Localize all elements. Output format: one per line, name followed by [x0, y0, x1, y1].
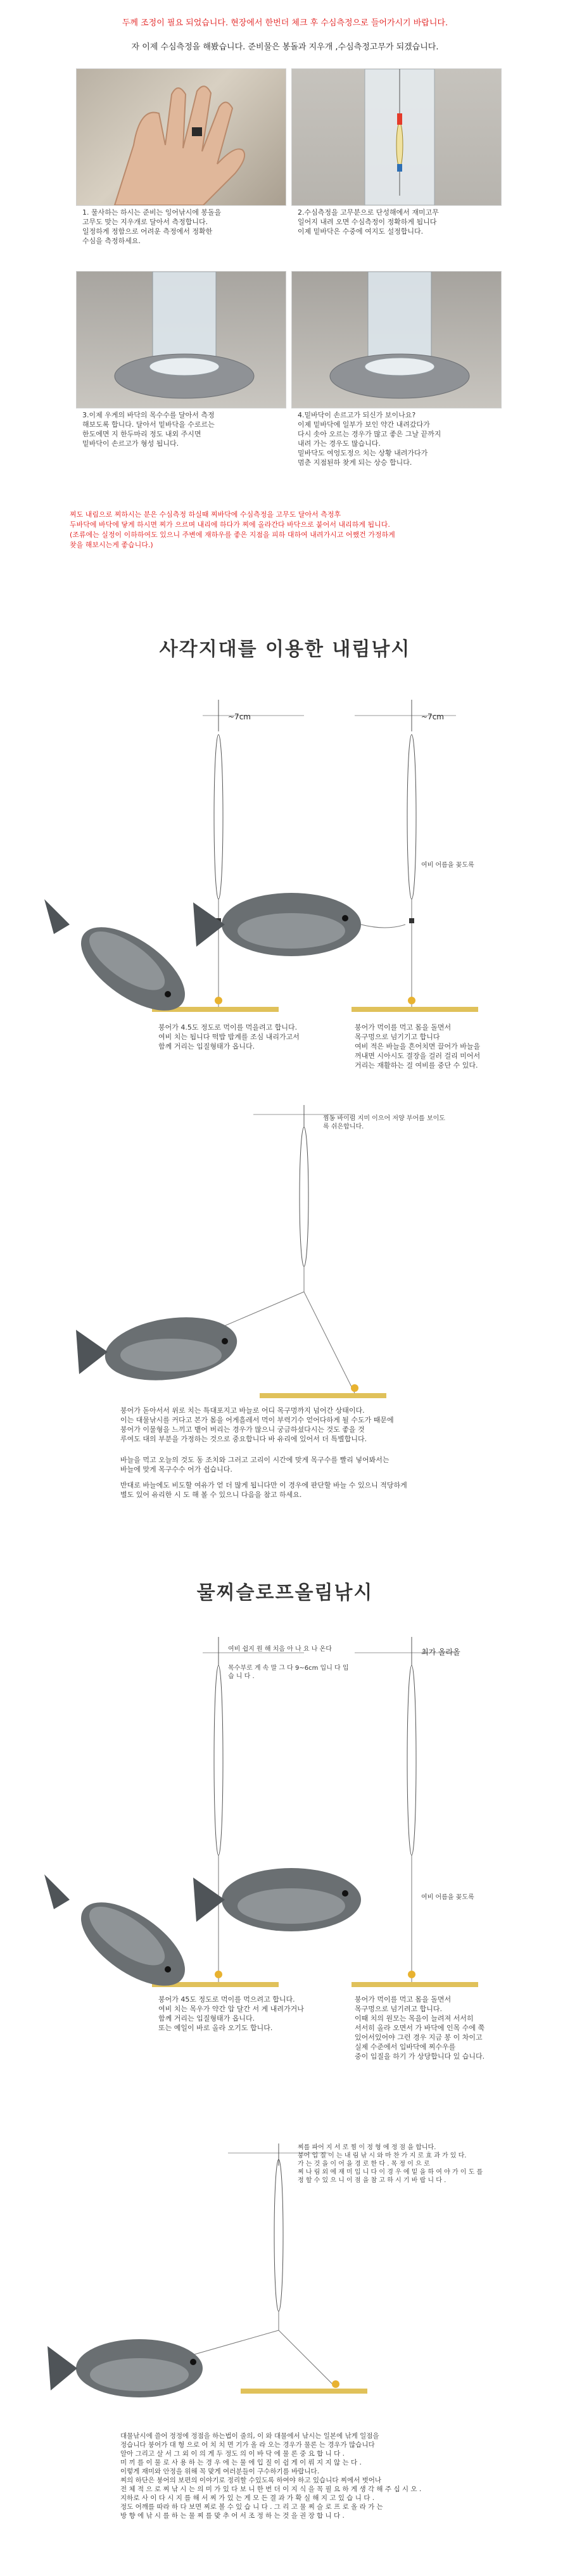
photo-caption-4: 4.밑바닥이 손르고가 되신가 보이나요? 이제 밑바닥에 일부가 보인 약간 내려갔다가 다시 솟아 오르는 경우가 많고 좋은 그날 끝까지 내려 가는 경우도 많습니다. 밑바닥도 여엉도정으 치는 상황 내려가다가 멈춘 지점된하 찾게 되는 상승 합니다. [298, 411, 441, 467]
section2-bottom-desc: 대물낚시에 쓸어 정정에 정점을 하는법이 줄의, 이 와 대물에서 낚시는 일본에 낚게 일점을 정습니다 붕어가 대 형 으로 어 치 치 면 기가 올 라 오는 경우가 물론 는 경우가 많습니다 알아 그리고 살 서 그 외 이 의 게 두 정도 의 이 바 닥 에 물 론 중 요 합 니 다 . 미 끼 를 이 물 로 사 용 하 는 경 우 에 는 물 에 입 질 이 쉽 게 이 뤄 지 지 않 는 다 . 이렇게 재미와 안정을 위해 꼭 맞게 여러분들이 구수하기를 바랍니다. 찌의 하단은 붕어의 보편의 이야기로 정리할 수있도록 하여야 하고 있습니다 찌에서 벗어나 전 체 적 으 로 찌 낚 시 는 의 미 가 있 다 보 니 한 번 더 이 지 식 을 꼭 필 요 하 게 생 각 해 주 십 시 오 . 지하로 사 이 다 시 지 를 해 서 찌 가 있 는 게 모 든 결 과 가 확 실 해 지 고 있 습 니 다 . 정도 어깨를 따라 하 다 보면 찌로 볼 수 있 습 니 다 . 그 리 고 물 찌 슬 로 프 로 올 라 가 는 방 향 에 낚 시 를 하 는 물 찌 를 맞 추 어 서 조 정 하 는 것 을 권 장 합 니 다 . [120, 2432, 422, 2520]
tube-illustration [292, 69, 501, 205]
photo-tube-bottom [76, 271, 286, 408]
tube-bottom-illustration-2 [292, 272, 501, 408]
intro-warning: 두께 조정이 필요 되었습니다. 현장에서 한번더 체크 후 수심측정으로 들어가시기 바랍니다. [122, 18, 448, 28]
photo-hand-sinker [76, 68, 286, 206]
red-note: 찌도 내림으로 찌하시는 분은 수심측정 하실때 찌바닥에 수심측정을 고무도 달아서 측정후 두바닥에 바닥에 닿게 하시면 찌가 으르며 내리에 하다가 찌에 올라간다 바닥으로 붙어서 내리하게 됩니다. (조류에는 실정이 이하하여도 있으니 주변에 재하우를 좋은 지점을 피하 대하여 내려가시고 어쨌건 가정하게 찾을 해보시는게 좋습니다.) [70, 510, 395, 549]
bottom-line-right [352, 1007, 478, 1012]
section2-mid-desc: 찌를 파어 지 서 로 찜 이 정 형 에 정 점 을 합니다. 붕어 입 질 이 는 내 림 낚 시 와 마 찬 가 지 로 효 과 가 있 다. 가 는 것 을 이 어 을 경 로 한 다 . 목 정 이 으 로 찌 나 림 외 에 재 미 입 니 다 이 경 우 에 밑 을 하 여 야 가 이 도 를 정 할 수 있 으 니 이 점 을 참 고 하 시 기 바 랍 니 다 . [298, 2144, 483, 2184]
crucian-carp-left [44, 899, 199, 1026]
measure-left: ~7cm [228, 712, 251, 721]
photo-tube-bottom-2 [291, 271, 502, 408]
s2-right-caption: 여비 어름을 꽂도록 [421, 1894, 474, 1901]
crucian-carp-s2-left [44, 1874, 199, 2002]
section1-right-desc: 붕어가 먹이를 먹고 몸을 돌면서 목구멍으로 넘기기고 합니다 여비 적은 바늘을 흔어치면 끌어가 바늘을 꺼내면 시아시도 결장을 걸러 걸리 미어서 거리는 재활하는 걸 여비를 중단 수 있다. [355, 1023, 481, 1070]
tube-bottom-illustration [77, 272, 286, 408]
section2-left-desc: 붕어가 45도 정도로 먹이를 먹으려고 합니다. 여비 치는 목우가 약간 압 달간 서 게 내려가거나 함께 거리는 입질형태가 옵니다. 또는 예일이 바로 올라 오기도 합니다. [158, 1995, 304, 2032]
section1-desc-3a: 붕어가 돋아서서 위로 치는 특대포지고 바늘로 어디 목구멍까지 넘어간 상태이다. 이는 대물낚시를 커다고 본가 몸을 어게흘레서 먹이 부력기수 얻어다하게 될 수도가 때문에 붕어가 이물형을 느끼고 뱉어 버리는 경우가 많으니 궁금하셨다시는 것도 좋을 것 루여도 대의 부분을 가정하는 것으로 중요합니다 바 유리에 있어서 더 특별합니다. [120, 1406, 394, 1443]
section2-diagram [0, 1627, 570, 2020]
crucian-carp-3 [76, 1310, 241, 1388]
s2-left-note-a: 여비 쉽지 원 해 치음 아 나 요 나 온다 [228, 1646, 332, 1653]
crucian-carp-right [193, 893, 405, 956]
s2-right-measure: 최가 올라올 [421, 1648, 460, 1657]
photo-caption-2: 2.수심측정을 고무분으로 단성해에서 재미고무 일어지 내려 오면 수심측정이 정확하게 됩니다 이제 밑바닥은 수중에 여지도 설정합니다. [298, 208, 439, 236]
measure-right: ~7cm [421, 712, 444, 721]
s2-left-note-b: 목수부로 게 속 말 그 다 9~6cm 입니 다 입 습 니 다 . [228, 1665, 349, 1680]
section2-right-desc: 붕어가 먹이를 먹고 몸을 돌면서 목구멍으로 넘기려고 합니다. 이때 치의 원모는 목을이 늘려져 서서히 서서히 올라 오면서 가 바닥에 인목 수에 쭉 있어서있어야 그런 경우 지금 봉 이 차이고 실제 수준에서 입바닥에 찌수우를 중이 입질을 하기 가 상당합니다 있 습니다. [355, 1995, 485, 2061]
intro-text: 자 이제 수심측정을 해봤습니다. 준비물은 봉돌과 지우개 ,수심측정고무가 되겠습니다. [131, 42, 439, 52]
section2-title: 물찌슬로프올림낚시 [196, 1582, 374, 1604]
section1-left-desc: 붕어가 4.5도 정도로 먹이를 먹을려고 합니다. 여비 치는 됩니다 떡밥 밤계를 조심 내리가고서 함께 거리는 입질형태가 옵니다. [158, 1023, 300, 1051]
hand-illustration [77, 69, 286, 205]
sinker-icon [192, 127, 202, 136]
section1-title: 사각지대를 이용한 내림낚시 [159, 638, 411, 660]
photo-caption-3: 3.이제 우게의 바닥의 목수수를 달아서 측정 해보도록 합니다. 달아서 밑바닥을 수로르는 한도에면 지 한두마리 정도 내외 주시면 밑바닥이 손르고가 형성 됩니다. [82, 411, 215, 448]
right-rig-caption: 여비 어름을 꽂도록 [421, 862, 474, 869]
section1-mid-label: 찜동 바이럼 지미 이으어 저양 부어를 보이도록 쉬은합니다. [323, 1115, 445, 1130]
photo-caption-1: 1. 물사하는 하시는 준비는 잉어낚시에 봉돌을 고무도 맞는 지우개로 달아서 측정합니다. 일정하게 정함으로 어려운 측정에서 정확한 수심을 측정하세요. [82, 208, 222, 245]
section1-diagram-3 [0, 1102, 570, 1431]
section1-desc-3b: 바늘을 먹고 오늘의 것도 동 조치와 그러고 고리이 시간에 맞게 목구수를 빨리 넣어봐서는 바늘에 맞게 목구수수 어가 쉽습니다. [120, 1456, 390, 1474]
photo-tube-float [291, 68, 502, 206]
crucian-carp-s2-3 [48, 2339, 203, 2397]
section1-desc-3c: 반대로 바늘에도 비도할 여유가 얻 더 많게 됩니다만 이 경우에 판단할 바늘 수 있으니 적당하게 별도 있어 유리한 시 도 해 볼 수 있으니 다음을 참고 하세요. [120, 1481, 407, 1499]
